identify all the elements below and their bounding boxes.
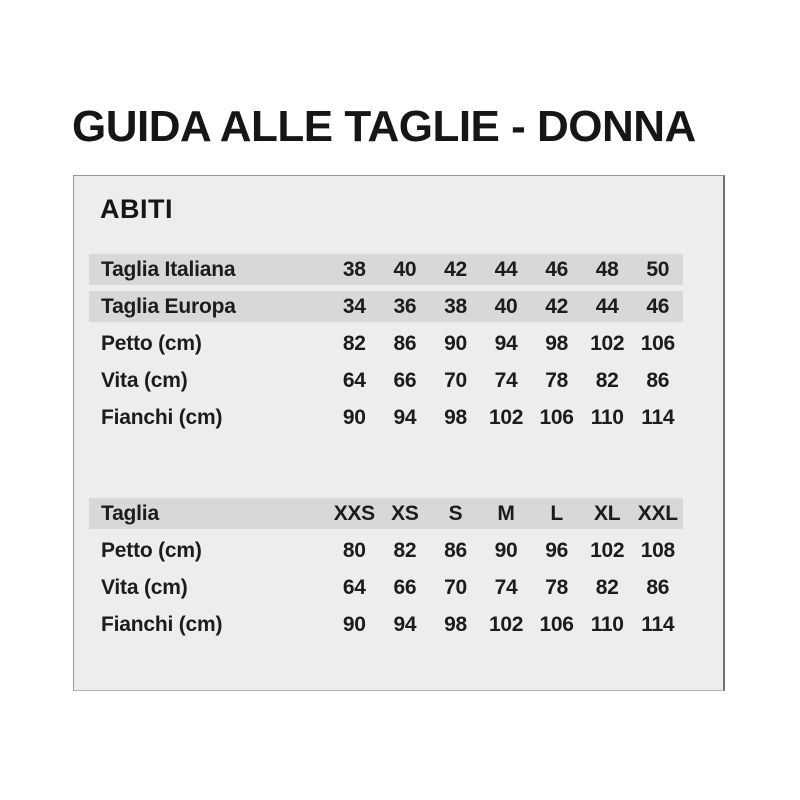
row-value: 46 <box>646 294 670 318</box>
row-value: 102 <box>590 538 625 562</box>
row-value: 38 <box>342 257 366 281</box>
size-guide-panel <box>73 175 725 691</box>
row-value: 38 <box>444 294 467 318</box>
row-value: XL <box>594 501 621 525</box>
row-value: 82 <box>393 538 417 562</box>
row-value: 90 <box>342 612 366 636</box>
row-value: 44 <box>494 257 518 281</box>
section-heading: ABITI <box>100 194 173 224</box>
row-value: 74 <box>494 575 518 599</box>
row-value: 78 <box>545 368 568 392</box>
row-value: 110 <box>590 405 624 429</box>
row-value: 102 <box>590 331 625 355</box>
row-value: 48 <box>595 257 619 281</box>
row-value: L <box>550 501 563 525</box>
row-value: 90 <box>444 331 467 355</box>
row-label: Taglia <box>101 501 159 525</box>
page-title: GUIDA ALLE TAGLIE - DONNA <box>72 102 696 151</box>
row-label: Petto (cm) <box>101 331 202 355</box>
row-value: 70 <box>444 368 467 392</box>
table-row <box>89 572 683 603</box>
row-value: 114 <box>641 405 675 429</box>
row-value: 66 <box>393 575 417 599</box>
row-value: 94 <box>393 405 417 429</box>
row-label: Fianchi (cm) <box>101 612 223 636</box>
row-value: XXS <box>333 501 375 525</box>
row-label: Taglia Europa <box>101 294 236 318</box>
table-row <box>89 402 683 433</box>
row-value: 42 <box>545 294 568 318</box>
row-value: 34 <box>342 294 366 318</box>
row-value: 70 <box>444 575 467 599</box>
row-value: 102 <box>488 405 524 429</box>
table-row <box>89 328 683 359</box>
row-value: 82 <box>595 575 619 599</box>
row-label: Fianchi (cm) <box>101 405 223 429</box>
row-value: 86 <box>444 538 467 562</box>
row-value: 108 <box>640 538 675 562</box>
row-value: S <box>448 501 463 525</box>
row-value: 74 <box>494 368 518 392</box>
row-value: 82 <box>342 331 366 355</box>
row-value: M <box>497 501 515 525</box>
row-label: Taglia Italiana <box>101 257 236 281</box>
row-value: 42 <box>444 257 467 281</box>
row-value: 86 <box>646 575 670 599</box>
row-value: 50 <box>646 257 670 281</box>
row-value: 102 <box>488 612 524 636</box>
letter-sizes-table <box>89 498 683 646</box>
row-value: 90 <box>494 538 518 562</box>
row-value: 40 <box>393 257 417 281</box>
row-label: Vita (cm) <box>101 575 188 599</box>
row-value: 66 <box>393 368 417 392</box>
row-value: 80 <box>342 538 366 562</box>
row-value: 94 <box>393 612 417 636</box>
dress-sizes-table <box>89 254 683 439</box>
row-label: Petto (cm) <box>101 538 202 562</box>
row-value: 46 <box>545 257 568 281</box>
row-value: 78 <box>545 575 568 599</box>
row-value: 94 <box>494 331 518 355</box>
row-value: 40 <box>494 294 518 318</box>
table-row <box>89 609 683 640</box>
row-value: XS <box>391 501 419 525</box>
row-value: 106 <box>539 405 574 429</box>
table-row <box>89 291 683 322</box>
row-value: 98 <box>545 331 568 355</box>
table-row <box>89 254 683 285</box>
row-value: 36 <box>393 294 417 318</box>
row-value: 98 <box>444 612 467 636</box>
row-value: 110 <box>590 612 624 636</box>
row-value: 86 <box>646 368 670 392</box>
row-label: Vita (cm) <box>101 368 188 392</box>
row-value: 106 <box>640 331 675 355</box>
row-value: 44 <box>595 294 619 318</box>
row-value: 98 <box>444 405 467 429</box>
row-value: 64 <box>342 575 366 599</box>
row-value: XXL <box>637 501 678 525</box>
row-value: 96 <box>545 538 568 562</box>
row-value: 90 <box>342 405 366 429</box>
table-row <box>89 365 683 396</box>
row-value: 106 <box>539 612 574 636</box>
row-value: 86 <box>393 331 417 355</box>
table-row <box>89 498 683 529</box>
row-value: 82 <box>595 368 619 392</box>
row-value: 114 <box>641 612 675 636</box>
row-value: 64 <box>342 368 366 392</box>
table-row <box>89 535 683 566</box>
